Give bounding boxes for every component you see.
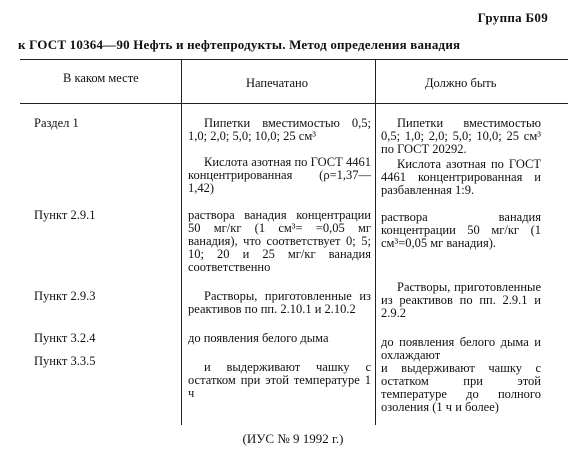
row-printed-text: и выдерживают чашку с остатком при этой температуре 1 ч bbox=[188, 360, 371, 400]
row-printed-text: Растворы, приготовленные из реактивов по пп. 2.10.1 и 2.10.2 bbox=[188, 289, 371, 316]
column-header-printed: Напечатано bbox=[246, 76, 308, 90]
column-header-correct: Должно быть bbox=[425, 76, 497, 90]
row-printed-text: раствора ванадия концентрации 50 мг/кг (1 см³= =0,05 мг ванадия), что соответствует 0; 5; 10; 20 и 25 мг/кг ванадия соответственно bbox=[188, 208, 371, 274]
group-code: Группа Б09 bbox=[477, 10, 548, 25]
row-correct-text: Растворы, приготовленные из реактивов по пп. 2.9.1 и 2.9.2 bbox=[381, 280, 541, 320]
document-title: к ГОСТ 10364—90 Нефть и нефтепродукты. Метод определения ванадия bbox=[18, 37, 461, 52]
row-correct-text: Кислота азотная по ГОСТ 4461 концентрированная и разбавленная 1:9. bbox=[381, 157, 541, 197]
row-printed-text: до появления белого дыма bbox=[188, 331, 329, 345]
row-place: Раздел 1 bbox=[34, 116, 79, 130]
row-correct-text: раствора ванадия концентрации 50 мг/кг (1 см³=0,05 мг ванадия). bbox=[381, 210, 541, 250]
row-correct-text: Пипетки вместимостью 0,5; 1,0; 2,0; 5,0; 10,0; 25 см³ по ГОСТ 20292. bbox=[381, 116, 541, 156]
row-place: Пункт 3.3.5 bbox=[34, 354, 96, 368]
column-header-place: В каком месте bbox=[63, 71, 139, 85]
footer-source-note: (ИУС № 9 1992 г.) bbox=[242, 431, 344, 446]
table-header-rule bbox=[20, 103, 568, 104]
row-correct-text: и выдерживают чашку с остатком при этой температуре до полного озоления (1 ч и более) bbox=[381, 361, 541, 414]
table-top-rule bbox=[20, 59, 568, 60]
column-divider-2 bbox=[375, 59, 376, 425]
row-correct-text: до появления белого дыма и охлаждают bbox=[381, 335, 541, 362]
row-place: Пункт 2.9.1 bbox=[34, 208, 96, 222]
column-divider-1 bbox=[181, 59, 182, 425]
row-printed-text: Пипетки вместимостью 0,5; 1,0; 2,0; 5,0; 10,0; 25 см³ bbox=[188, 116, 371, 143]
row-place: Пункт 3.2.4 bbox=[34, 331, 96, 345]
row-printed-text: Кислота азотная по ГОСТ 4461 концентрированная (ρ=1,37—1,42) bbox=[188, 155, 371, 195]
row-place: Пункт 2.9.3 bbox=[34, 289, 96, 303]
